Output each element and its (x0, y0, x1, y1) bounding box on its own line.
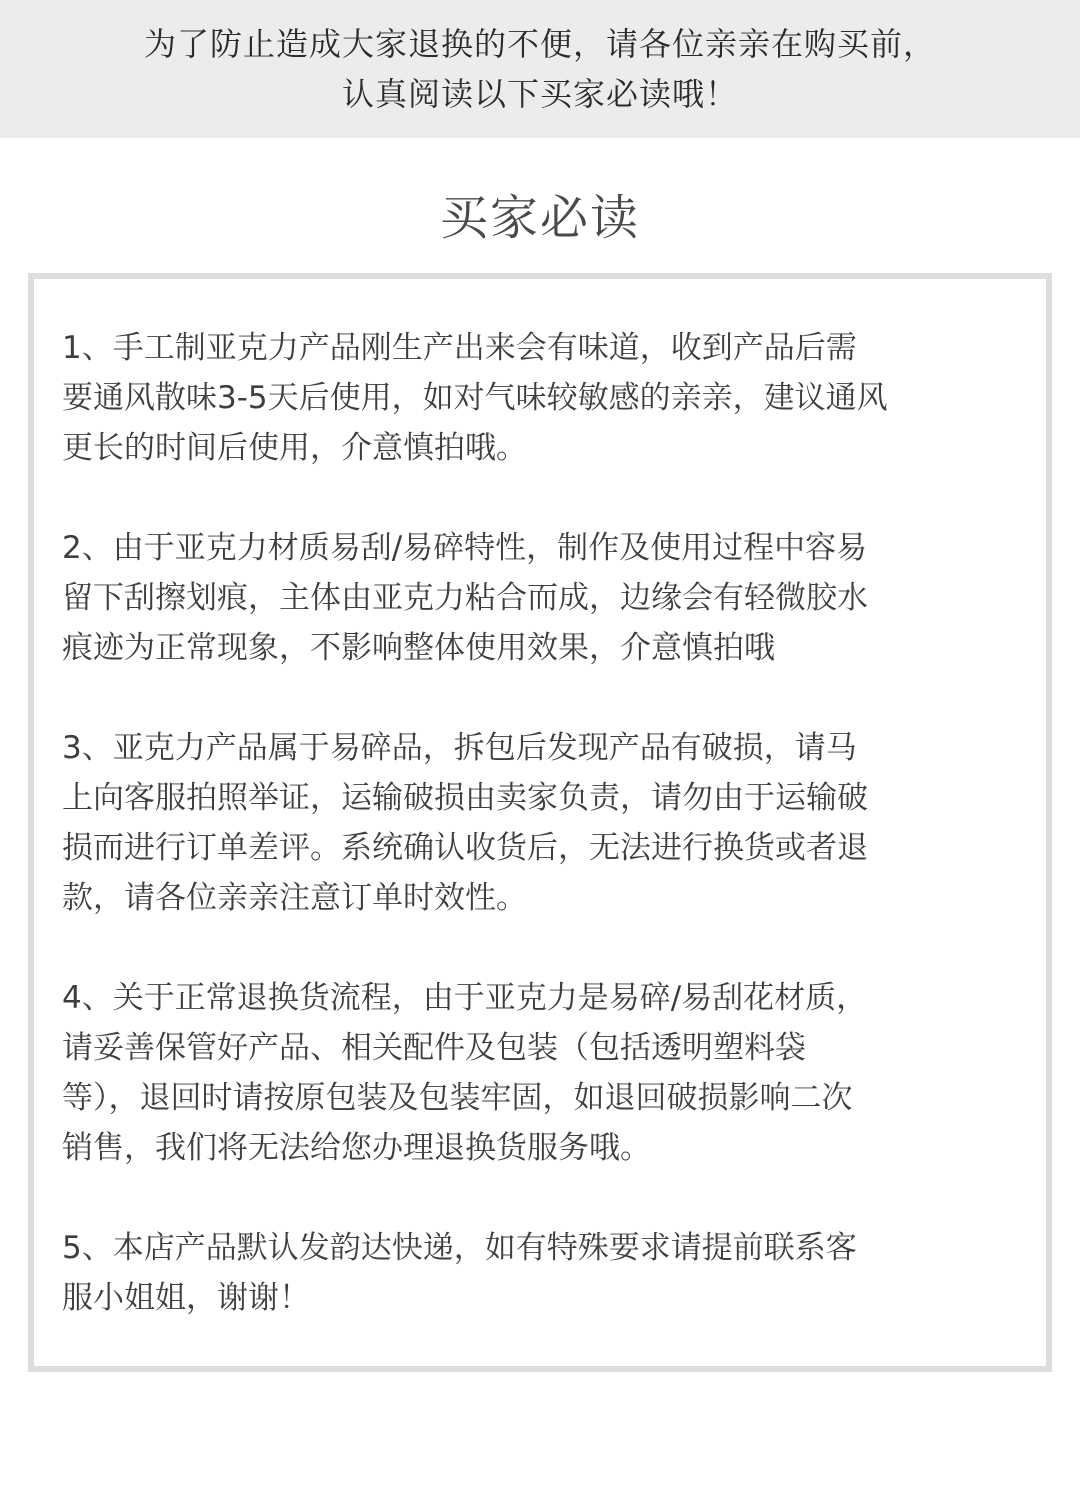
notice-line: 服小姐姐，谢谢！ (62, 1280, 310, 1316)
notice-item-5 (62, 1223, 1022, 1323)
notice-line: 损而进行订单差评。系统确认收货后，无法进行换货或者退 (62, 830, 868, 866)
top-banner (0, 0, 1080, 138)
notice-line: 更长的时间后使用，介意慎拍哦。 (62, 430, 527, 466)
notice-line: 4、关于正常退换货流程，由于亚克力是易碎/易刮花材质， (62, 980, 868, 1016)
notice-item-3 (62, 723, 1022, 923)
banner-line-1: 为了防止造成大家退换的不便，请各位亲亲在购买前， (143, 25, 936, 63)
notice-line: 款，请各位亲亲注意订单时效性。 (62, 880, 527, 916)
notice-line: 1、手工制亚克力产品刚生产出来会有味道，收到产品后需 (62, 330, 857, 366)
notice-line: 请妥善保管好产品、相关配件及包装（包括透明塑料袋 (62, 1030, 806, 1066)
banner-line-2: 认真阅读以下买家必读哦！ (341, 75, 738, 113)
notice-line: 要通风散味3-5天后使用，如对气味较敏感的亲亲，建议通风 (62, 380, 888, 416)
notice-line: 2、由于亚克力材质易刮/易碎特性，制作及使用过程中容易 (62, 530, 868, 566)
section-title: 买家必读 (439, 190, 640, 246)
notice-line: 销售，我们将无法给您办理退换货服务哦。 (62, 1130, 651, 1166)
notice-line: 5、本店产品默认发韵达快递，如有特殊要求请提前联系客 (62, 1230, 857, 1266)
notice-line: 等），退回时请按原包装及包装牢固，如退回破损影响二次 (62, 1080, 853, 1116)
notice-line: 上向客服拍照举证，运输破损由卖家负责，请勿由于运输破 (62, 780, 868, 816)
notice-item-2 (62, 523, 1022, 673)
notice-item-4 (62, 973, 1022, 1173)
notice-line: 留下刮擦划痕，主体由亚克力粘合而成，边缘会有轻微胶水 (62, 580, 868, 616)
notice-line: 痕迹为正常现象，不影响整体使用效果，介意慎拍哦 (62, 630, 775, 666)
notice-item-1 (62, 323, 1022, 473)
notice-line: 3、亚克力产品属于易碎品，拆包后发现产品有破损，请马 (62, 730, 857, 766)
